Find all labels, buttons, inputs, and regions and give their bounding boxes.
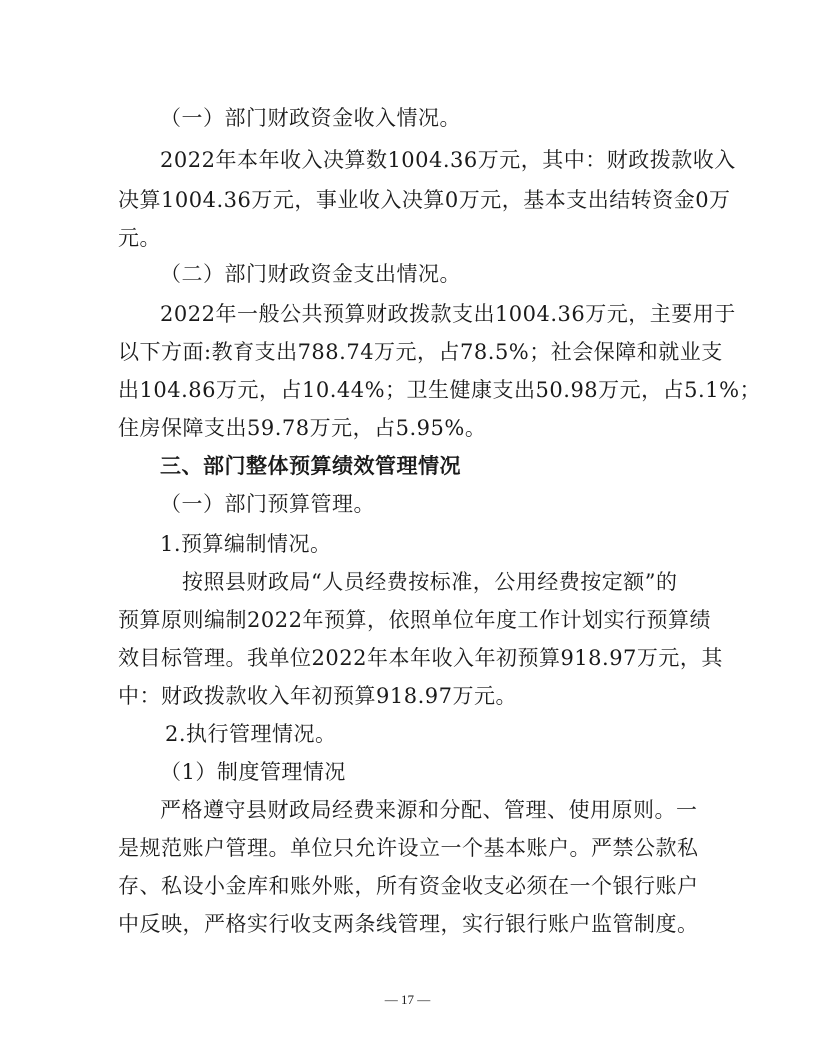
- paragraph-line: 元。: [118, 226, 161, 250]
- page-number: — 17 —: [384, 992, 431, 1007]
- paragraph-line: 是规范账户管理。单位只允许设立一个基本账户。严禁公款私: [118, 836, 699, 860]
- paragraph-line: 2022年本年收入决算数1004.36万元，其中：财政拨款收入: [160, 148, 736, 172]
- section-heading: 三、部门整体预算绩效管理情况: [160, 454, 461, 478]
- paragraph-line: 预算原则编制2022年预算，依照单位年度工作计划实行预算绩: [118, 608, 711, 632]
- item-heading-budget-prep: 1.预算编制情况。: [160, 532, 332, 556]
- paragraph-line: 按照县财政局“人员经费按标准，公用经费按定额”的: [182, 570, 678, 594]
- subsection-heading-expenditure: （二）部门财政资金支出情况。: [160, 262, 461, 286]
- paragraph-line: 出104.86万元，占10.44%；卫生健康支出50.98万元，占5.1%；: [118, 378, 762, 402]
- paragraph-line: 严格遵守县财政局经费来源和分配、管理、使用原则。一: [160, 798, 698, 822]
- paragraph-line: 中反映，严格实行收支两条线管理，实行银行账户监管制度。: [118, 912, 699, 936]
- paragraph-line: 住房保障支出59.78万元，占5.95%。: [118, 416, 487, 440]
- subsection-heading-budget: （一）部门预算管理。: [160, 492, 375, 516]
- item-heading-execution: 2.执行管理情况。: [165, 722, 337, 746]
- paragraph-line: 以下方面:教育支出788.74万元，占78.5%；社会保障和就业支: [118, 340, 723, 364]
- paragraph-line: 决算1004.36万元，事业收入决算0万元，基本支出结转资金0万: [118, 188, 731, 212]
- sub-item-heading-system: （1）制度管理情况: [160, 760, 346, 784]
- paragraph-line: 中：财政拨款收入年初预算918.97万元。: [118, 684, 517, 708]
- subsection-heading-income: （一）部门财政资金收入情况。: [160, 106, 461, 130]
- paragraph-line: 存、私设小金库和账外账，所有资金收支必须在一个银行账户: [118, 874, 699, 898]
- paragraph-line: 2022年一般公共预算财政拨款支出1004.36万元，主要用于: [160, 302, 736, 326]
- paragraph-line: 效目标管理。我单位2022年本年收入年初预算918.97万元，其: [118, 646, 723, 670]
